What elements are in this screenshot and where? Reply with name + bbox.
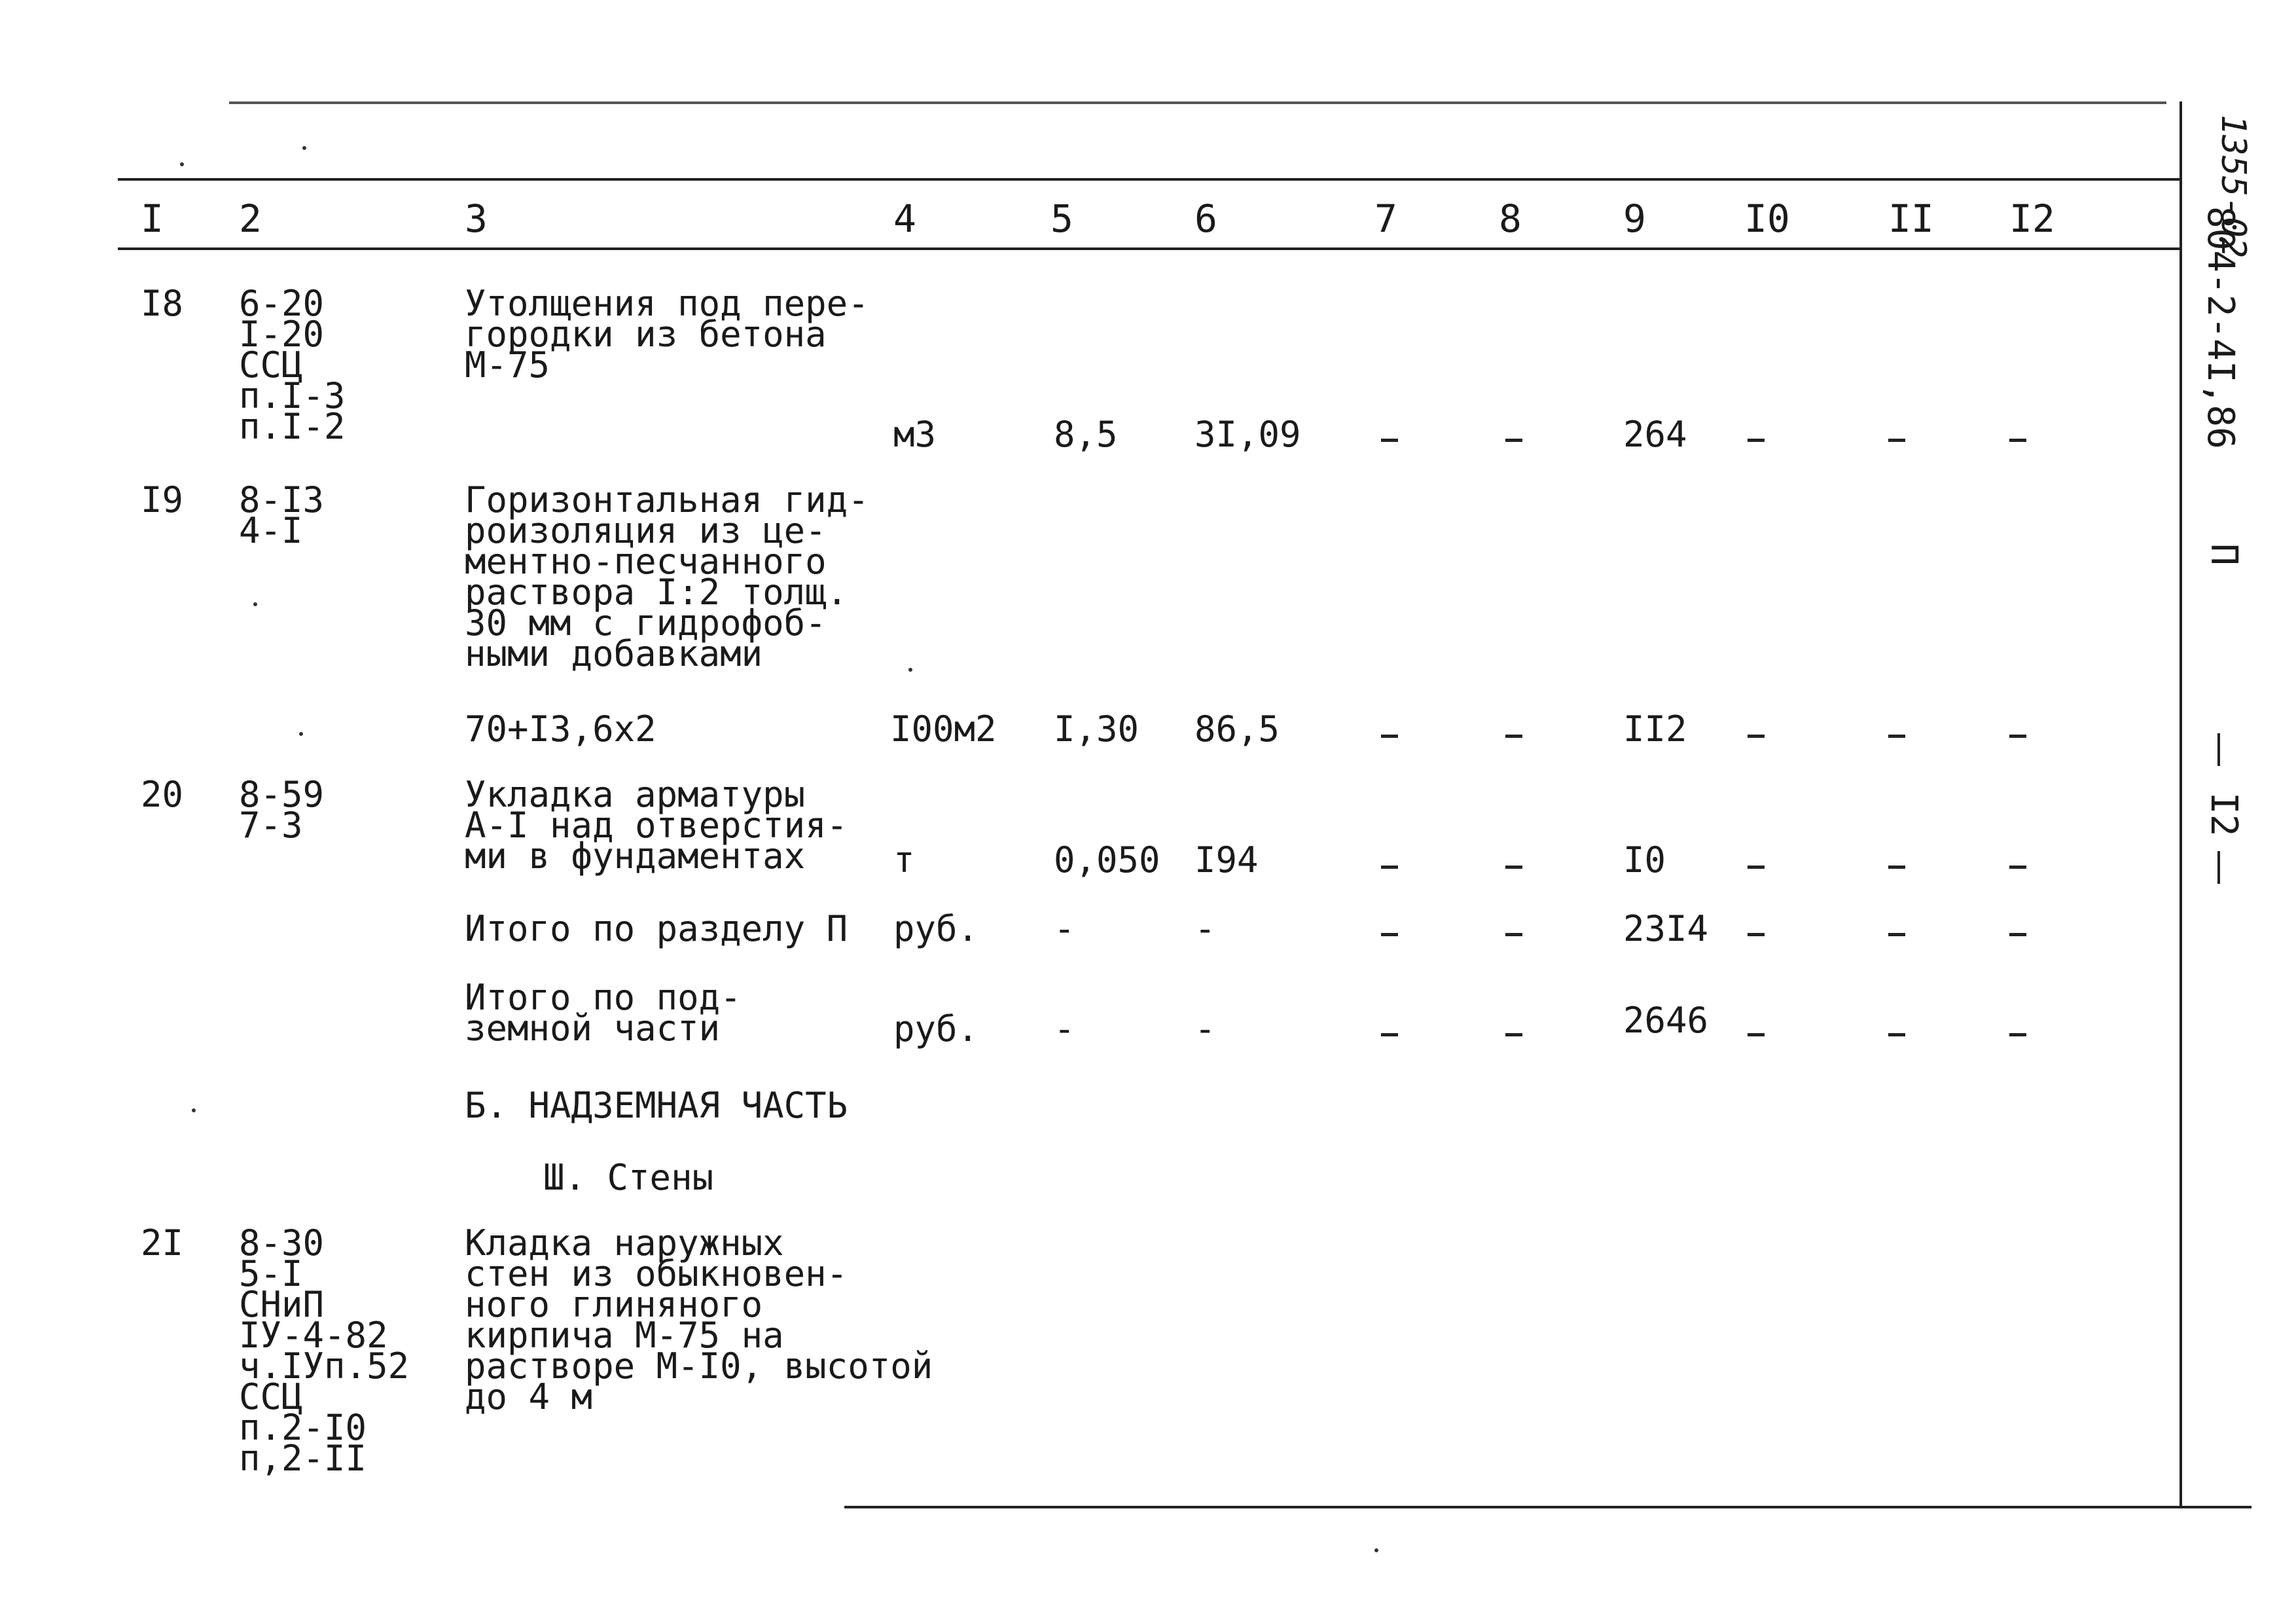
scan-speck: [180, 162, 184, 166]
total-qty: -: [1054, 908, 1075, 949]
unit: I00м2: [890, 708, 997, 750]
work-description: Кладка наружных стен из обыкновен- ного глиняного кирпича М-75 на растворе М-I0, высотой до 4 м: [465, 1222, 933, 1417]
total-unit: руб.: [893, 908, 979, 949]
empty-cell-dash: [2009, 866, 2026, 869]
scan-speck: [1374, 1548, 1378, 1552]
work-description: Укладка арматуры А-I над отверстия- ми в фундаментах: [465, 774, 848, 877]
unit-price: 3I,09: [1194, 414, 1301, 455]
col-header-7: 7: [1374, 196, 1397, 241]
col-header-10: I0: [1744, 196, 1790, 241]
cost-total: I0: [1623, 839, 1666, 881]
empty-cell-dash: [2009, 1033, 2026, 1036]
total-cost: 2646: [1623, 1000, 1709, 1041]
empty-cell-dash: [1505, 933, 1522, 936]
header-bottom-rule: [118, 247, 2179, 250]
empty-cell-dash: [1888, 866, 1905, 869]
cost-total: 264: [1623, 414, 1687, 455]
empty-cell-dash: [1381, 866, 1398, 869]
col-header-1: I: [141, 196, 164, 241]
quantity: 8,5: [1054, 414, 1118, 455]
col-header-9: 9: [1623, 196, 1646, 241]
row-number: 20: [141, 774, 184, 815]
cost-total: II2: [1623, 708, 1687, 750]
work-description: Утолщения под пере- городки из бетона М-75: [465, 283, 869, 386]
right-frame-line: [2179, 101, 2182, 1508]
col-header-3: 3: [465, 196, 488, 241]
empty-cell-dash: [1505, 1033, 1522, 1036]
sheet-code-stamp: 1355-02: [2214, 115, 2253, 259]
empty-cell-dash: [1381, 1033, 1398, 1036]
empty-cell-dash: [1381, 735, 1398, 738]
page-number: I2: [2202, 792, 2245, 837]
page-marker-dash: [2217, 733, 2220, 766]
scan-speck: [908, 668, 912, 672]
row-number: I9: [141, 479, 184, 520]
unit-price: I94: [1194, 839, 1259, 881]
scan-speck: [192, 1108, 196, 1112]
empty-cell-dash: [1748, 735, 1765, 738]
empty-cell-dash: [1748, 866, 1765, 869]
col-header-11: II: [1888, 196, 1934, 241]
norm-codes: 8-I3 4-I: [239, 479, 325, 551]
unit-price: 86,5: [1194, 708, 1280, 750]
empty-cell-dash: [1888, 735, 1905, 738]
col-header-4: 4: [893, 196, 916, 241]
header-top-rule: [118, 178, 2179, 181]
volume-formula: 70+I3,6x2: [465, 708, 656, 750]
quantity: 0,050: [1054, 839, 1160, 881]
scan-speck: [302, 146, 306, 150]
section-title: Б. НАДЗЕМНАЯ ЧАСТЬ: [465, 1085, 848, 1126]
scan-speck: [253, 602, 257, 606]
row-number: 2I: [141, 1222, 184, 1264]
col-header-8: 8: [1499, 196, 1522, 241]
section-marker: П: [2202, 543, 2245, 566]
subsection-title: Ш. Стены: [543, 1157, 714, 1198]
empty-cell-dash: [1381, 933, 1398, 936]
empty-cell-dash: [1381, 439, 1398, 442]
document-code: 804-2-4I,86: [2199, 206, 2242, 449]
empty-cell-dash: [1505, 439, 1522, 442]
col-header-2: 2: [239, 196, 262, 241]
norm-codes: 6-20 I-20 ССЦ п.I-3 п.I-2: [239, 283, 346, 447]
unit: м3: [893, 414, 937, 455]
total-price: -: [1194, 908, 1216, 949]
col-header-5: 5: [1050, 196, 1073, 241]
top-border-line: [229, 101, 2166, 104]
quantity: I,30: [1054, 708, 1139, 750]
total-unit: руб.: [893, 1008, 979, 1049]
empty-cell-dash: [1888, 933, 1905, 936]
total-qty: -: [1054, 1008, 1075, 1049]
empty-cell-dash: [2009, 439, 2026, 442]
empty-cell-dash: [1888, 439, 1905, 442]
bottom-rule: [844, 1506, 2251, 1508]
norm-codes: 8-59 7-3: [239, 774, 325, 846]
scan-speck: [299, 732, 303, 736]
col-header-6: 6: [1194, 196, 1217, 241]
empty-cell-dash: [1505, 866, 1522, 869]
total-price: -: [1194, 1008, 1216, 1049]
empty-cell-dash: [1748, 933, 1765, 936]
col-header-12: I2: [2009, 196, 2055, 241]
empty-cell-dash: [2009, 735, 2026, 738]
total-label: Итого по под- земной части: [465, 977, 742, 1049]
page-marker-dash: [2217, 851, 2220, 884]
row-number: I8: [141, 283, 184, 324]
empty-cell-dash: [1888, 1033, 1905, 1036]
empty-cell-dash: [1505, 735, 1522, 738]
total-cost: 23I4: [1623, 908, 1709, 949]
empty-cell-dash: [1748, 439, 1765, 442]
unit: т: [893, 839, 915, 881]
total-label: Итого по разделу П: [465, 908, 848, 949]
empty-cell-dash: [2009, 933, 2026, 936]
empty-cell-dash: [1748, 1033, 1765, 1036]
norm-codes: 8-30 5-I СНиП IУ-4-82 ч.IУп.52 ССЦ п.2-I0 п,2-II: [239, 1222, 410, 1479]
work-description: Горизонтальная гид- роизоляция из це- ментно-песчанного раствора I:2 толщ. 30 мм с гидрофоб- ными добавками: [465, 479, 869, 674]
